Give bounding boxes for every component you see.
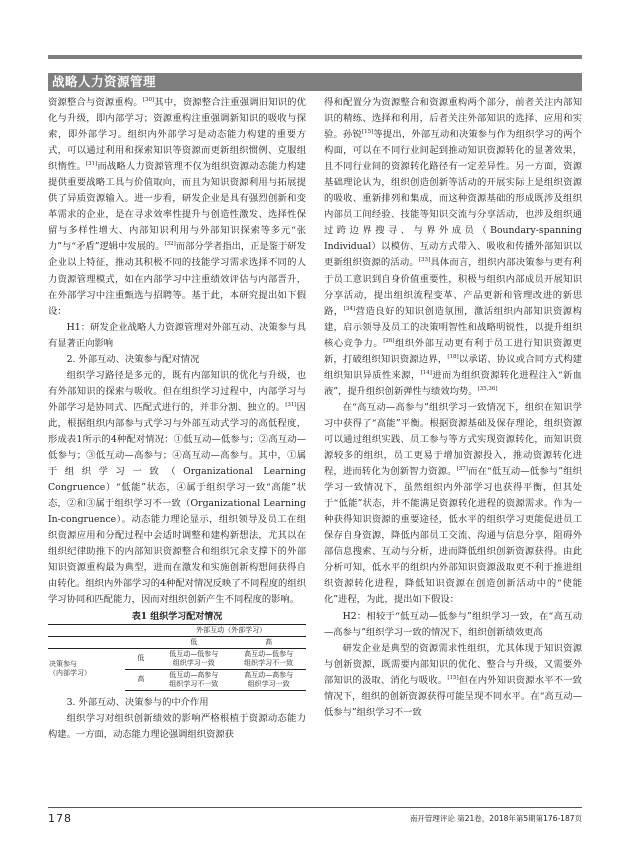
section-heading-2: 2. 外部互动、决策参与配对情况 bbox=[66, 353, 200, 365]
citation-ref: [15] bbox=[447, 674, 459, 681]
citation-ref: [31] bbox=[285, 401, 297, 408]
right-paragraph-3: 研发企业是典型的资源需求性组织，尤其体现于知识资源与创新资源，既需要内部知识的优化、整合与升级，又需要外部知识的汲取、消化与吸收。[15]但在内外知识资源水平不一致情况下，组织的创新资源获得可能呈现不同水平。在“高互动—低参与”组织学习不一致 bbox=[324, 642, 582, 718]
table-row-high: 高 bbox=[125, 669, 156, 690]
citation-ref: [34] bbox=[343, 305, 356, 312]
section-header-title: 战略人力资源管理 bbox=[52, 74, 157, 89]
citation-ref: [18] bbox=[447, 353, 459, 360]
table-row-group-line2: （内部学习） bbox=[49, 669, 91, 678]
citation-ref: [35,36] bbox=[477, 385, 498, 392]
citation-ref: [14] bbox=[420, 369, 432, 376]
left-paragraph-2: 组织学习路径是多元的，既有内部知识的优化与升级，也有外部知识的探索与吸收。但在组织学习过程中，内部学习与外部学习是协同式、匹配式进行的，并非分割、独立的。[31]因此，根据组织内部参与式学习与外部互动式学习的高低程度，形成表1所示的4种配对情况：①低互动—低参与；②高互动—低参与；③低互动—高参与；④高互动—高参与。其中，①属于组织学习一致（Organizational Learning Congruence）“低能”状态，④属于组织学习一致“高能”状态，②和③属于组织学习不一致（Organizational Learning In-congruence）。动态能力理论显示，组织领导及员工在组织资源应用和分配过程中会适时调整和建构新想法，尤其以在组织纪律助推下的内部知识资源整合和组织冗余支撑下的外部知识资源重构最为典型，进而在激发和实施创新构想间获得自由转化。组织内外部学习的4种配对情况反映了不同程度的组织学习协同和匹配能力，因而对组织创新产生不同程度的影响。 bbox=[48, 369, 306, 606]
table-cell-low-low: 低互动—低参与 组织学习一致 bbox=[156, 648, 231, 669]
left-paragraph-1: 资源整合与资源重构。[30]其中，资源整合注重强调旧知识的优化与升级，即内部学习；资源重构注重强调新知识的吸收与探索，即外部学习。组织内外部学习是动态能力构建的重要方式，可以通过利用和探索知识等资源而更新组织惯例、克服组织惰性。[31]而战略人力资源管理不仅为组织资源动态能力构建提供重要战略工具与价值取向，而且为知识资源利用与拓展提供了异质资源输入。进一步看，研发企业是具有强烈创新和变革需求的企业，是在寻求效率性提升与创造性激发、选择性保留与多样性增大、内部知识利用与外部知识探索等多元“张力”与“矛盾”逻辑中发展的。[32]而部分学者指出，正是鉴于研发企业以上特征，推动其积极不同的技能学习需求选择不同的人力资源管理模式，如在内部学习中注重绩效评估与内部晋升，在外部学习中注重甄选与招聘等。基于此，本研究提出如下假设： bbox=[48, 96, 306, 317]
table-col-low: 低 bbox=[156, 636, 231, 648]
hypothesis-h2: H2：相较于“低互动—低参与”组织学习一致，在“高互动—高参与”组织学习一致的情况下，组织创新绩效更高 bbox=[324, 610, 582, 638]
table-row-group-header bbox=[48, 648, 125, 690]
table-cell-low-high: 高互动—低参与 组织学习不一致 bbox=[231, 648, 306, 669]
citation-ref: [37] bbox=[456, 465, 468, 472]
left-column bbox=[48, 95, 306, 743]
table-col-group-header: 外部互动（外部学习） bbox=[156, 624, 306, 636]
table-cell-high-high: 高互动—高参与 组织学习一致 bbox=[231, 669, 306, 690]
table-col-high: 高 bbox=[231, 636, 306, 648]
right-paragraph-2: 在“高互动—高参与”组织学习一致情况下，组织在知识学习中获得了“高能”平衡。根据资源基础及保存理论，组织资源可以通过组织实践、员工参与等方式实现资源转化，而知识资源较多的组织，员工更易于增加资源投入，推动资源转化进程，进而转化为创新智力资源。[37]而在“低互动—低参与”组织学习一致情况下，虽然组织内外部学习也获得平衡，但其处于“低能”状态，并不能满足资源转化进程的资源需求。作为一种获得知识资源的重要途径，低水平的组织学习更能促进员工保存自身资源，降低内部员工交流、沟通与信息分享，阻碍外部信息搜索、互动与分析，进而降低组织创新资源获得。由此分析可知，低水平的组织内外部知识资源汲取更不利于推进组织资源转化进程，降低知识资源在创造创新活动中的“使能化”进程，为此，提出如下假设： bbox=[324, 401, 582, 606]
citation-ref: [30] bbox=[142, 96, 155, 103]
citation-ref: [31] bbox=[85, 161, 98, 168]
section-heading-3: 3. 外部互动、决策参与的中介作用 bbox=[66, 696, 209, 708]
citation-ref: [33] bbox=[418, 257, 431, 264]
table-1 bbox=[48, 611, 306, 691]
footer-rule bbox=[48, 807, 582, 808]
right-column bbox=[324, 95, 582, 721]
hypothesis-h1: H1：研发企业战略人力资源管理对外部互动、决策参与具有显著正向影响 bbox=[48, 321, 306, 349]
table-row-low: 低 bbox=[125, 648, 156, 669]
journal-citation: 南开管理评论 第21卷，2018年第5期第176-187页 bbox=[409, 814, 582, 823]
top-rule bbox=[48, 55, 582, 59]
citation-ref: [32] bbox=[164, 241, 176, 248]
table-row-group-line1: 决策参与 bbox=[49, 660, 77, 669]
table-cell-high-low: 低互动—高参与 组织学习不一致 bbox=[156, 669, 231, 690]
right-paragraph-1: 得和配置分为资源整合和资源重构两个部分，前者关注内部知识的精练、选择和利用，后者关注外部知识的选择、应用和实验。孙锐[15]等提出，外部互动和决策参与作为组织学习的两个构面，可以在不同行业间起到推动知识资源转化的显著效果，且不同行业间的资源转化路径有一定差异性。另一方面，资源基础理论认为，组织创造创新等活动的开展实际上是组织资源的吸收、重新排列和集成，而这种资源基础的形成既涉及组织内部员工间经验、技能等知识交流与分享活动，也涉及组织通过跨边界搜寻、与界外成员（Boundary-spanning Individual）以模仿、互动方式带入、吸收和传播外部知识以更新组织资源的活动。[33]具体而言，组织内部决策参与更有利于员工意识到自身价值重要性，积极与组织内部成员开展知识分享活动，提出组织流程变革、产品更新和管理改进的新思路，[34]营造良好的知识创造氛围，激活组织内部知识资源构建，启示领导及员工的决策明智性和战略明锐性，以提升组织核心竞争力。[26]组织外部互动更有利于员工进行知识资源更新，打破组织知识资源边界，[18]以承诺、协议或合同方式构建组织知识异质性来源，[14]进而为组织资源转化进程注入“新血液”，提升组织创新弹性与绩效均势。[35,36] bbox=[324, 97, 582, 397]
left-paragraph-3: 组织学习对组织创新绩效的影响严格根植于资源动态能力构建。一方面，动态能力理论强调组织资源获 bbox=[48, 712, 306, 740]
page-number: 178 bbox=[48, 812, 72, 825]
citation-ref: [26] bbox=[383, 337, 395, 344]
citation-ref: [15] bbox=[361, 129, 374, 135]
learning-pairing-table bbox=[48, 624, 306, 691]
table-1-title: 表1 组织学习配对情况 bbox=[131, 611, 223, 622]
